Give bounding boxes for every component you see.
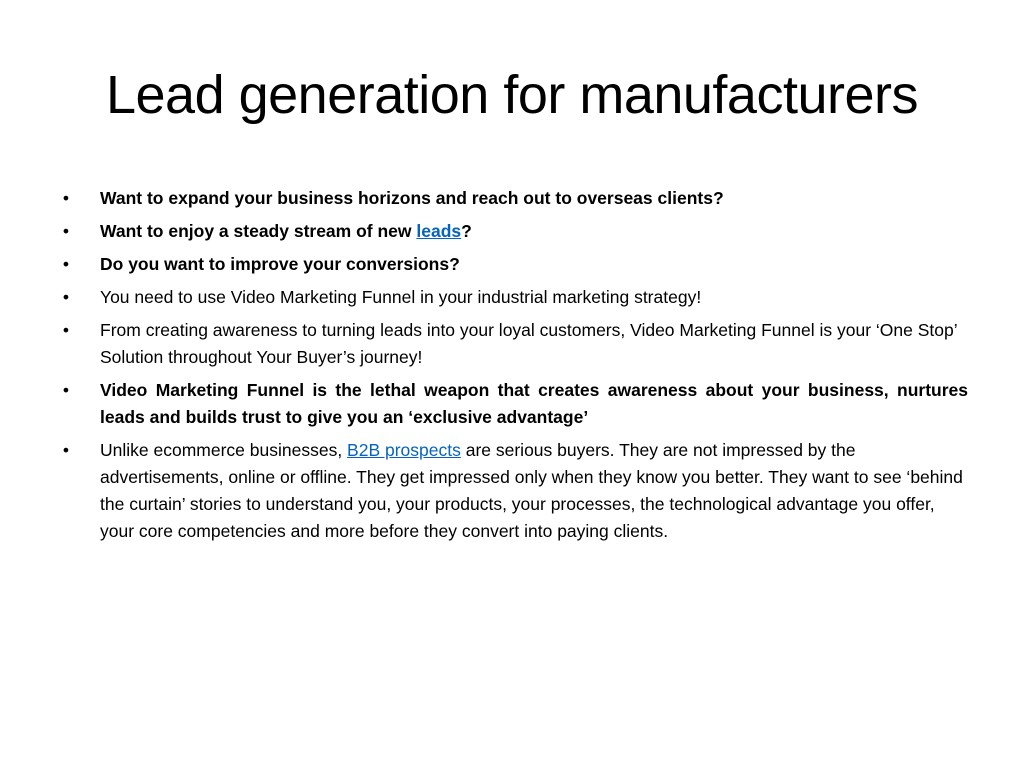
bullet-text bbox=[100, 221, 472, 241]
bullet-list bbox=[58, 185, 968, 551]
bullet-item bbox=[58, 437, 968, 545]
bullet-icon: • bbox=[62, 380, 70, 400]
bullet-item bbox=[58, 218, 968, 245]
bullet-icon: • bbox=[62, 221, 70, 241]
bullet-text: Want to expand your business horizons and reach out to overseas clients? bbox=[100, 188, 724, 208]
bullet-text: You need to use Video Marketing Funnel in your industrial marketing strategy! bbox=[100, 287, 702, 307]
bullet-icon: • bbox=[62, 320, 70, 340]
bullet-text-after-link: ? bbox=[461, 221, 472, 241]
bullet-text: Do you want to improve your conversions? bbox=[100, 254, 460, 274]
bullet-item bbox=[58, 251, 968, 278]
leads-link[interactable]: leads bbox=[416, 221, 462, 241]
bullet-item bbox=[58, 185, 968, 212]
bullet-item bbox=[58, 284, 968, 311]
bullet-icon: • bbox=[62, 254, 70, 274]
bullet-text-before-link: Unlike ecommerce businesses, bbox=[100, 440, 348, 460]
bullet-item bbox=[58, 317, 968, 371]
bullet-icon: • bbox=[62, 188, 70, 208]
b2b-prospects-link[interactable]: B2B prospects bbox=[347, 440, 461, 460]
bullet-text: From creating awareness to turning leads into your loyal customers, Video Marketing Funnel is your ‘One Stop’ Solution throughout Your Buyer’s journey! bbox=[100, 320, 957, 367]
bullet-icon: • bbox=[62, 287, 70, 307]
bullet-text: Video Marketing Funnel is the lethal weapon that creates awareness about your business, nurtures leads and builds trust to give you an ‘exclusive advantage’ bbox=[100, 380, 968, 427]
bullet-text-after-link: are serious buyers. They are not impressed by the advertisements, online or offline. They get impressed only when they know you better. They want to see ‘behind the curtain’ stories to understand you, your products, your processes, the technological advantage you offer, your core competencies and more before they convert into paying clients. bbox=[100, 440, 963, 541]
slide-title: Lead generation for manufacturers bbox=[105, 65, 918, 125]
bullet-item bbox=[58, 377, 968, 431]
bullet-icon: • bbox=[62, 440, 70, 460]
bullet-text-before-link: Want to enjoy a steady stream of new bbox=[100, 221, 417, 241]
bullet-text bbox=[100, 440, 963, 541]
